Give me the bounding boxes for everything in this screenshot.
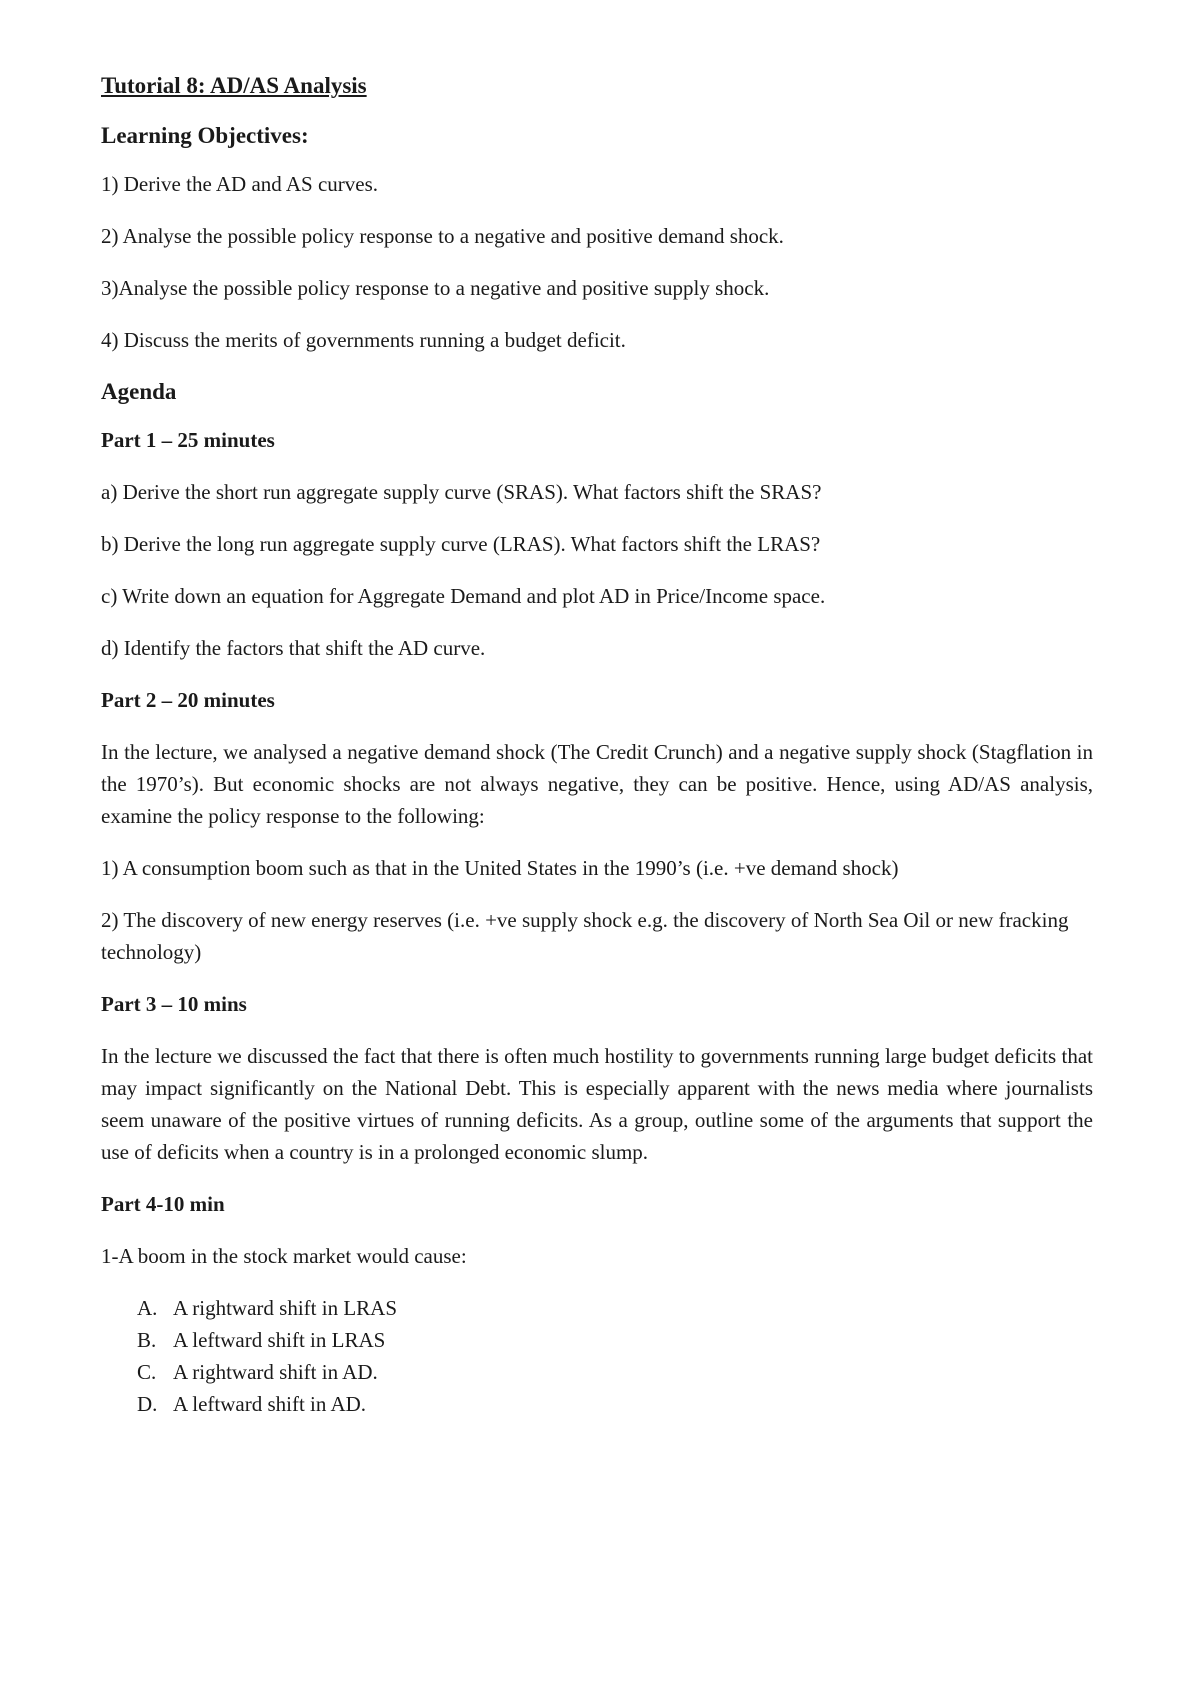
part1-item: d) Identify the factors that shift the AD curve.: [101, 636, 486, 660]
objective-item: 1) Derive the AD and AS curves.: [101, 172, 379, 196]
option-text: A rightward shift in LRAS: [173, 1296, 397, 1320]
document-page: [101, 70, 1093, 1420]
objectives-heading: Learning Objectives:: [101, 123, 309, 148]
option-text: A leftward shift in LRAS: [173, 1328, 386, 1352]
part4-question: 1-A boom in the stock market would cause:: [101, 1244, 467, 1268]
part1-item: a) Derive the short run aggregate supply curve (SRAS). What factors shift the SRAS?: [101, 480, 822, 504]
part3-heading: Part 3 – 10 mins: [101, 992, 247, 1016]
part3-text: In the lecture we discussed the fact that there is often much hostility to governments running large budget deficits that may impact significantly on the National Debt. This is especially apparent with the news media where journalists seem unaware of the positive virtues of running deficits. As a group, outline some of the arguments that support the use of deficits when a country is in a prolonged economic slump.: [101, 1044, 1093, 1164]
option-text: A rightward shift in AD.: [173, 1360, 378, 1384]
option-letter: B.: [137, 1328, 157, 1352]
objective-item: 4) Discuss the merits of governments running a budget deficit.: [101, 328, 626, 352]
part1-item: b) Derive the long run aggregate supply curve (LRAS). What factors shift the LRAS?: [101, 532, 821, 556]
part2-item: 1) A consumption boom such as that in the United States in the 1990’s (i.e. +ve demand shock): [101, 856, 899, 880]
part2-item: 2) The discovery of new energy reserves (i.e. +ve supply shock e.g. the discovery of North Sea Oil or new fracking technology): [101, 908, 1069, 964]
answer-option: [137, 1356, 1093, 1388]
objective-item: 3)Analyse the possible policy response to a negative and positive supply shock.: [101, 276, 770, 300]
option-letter: D.: [137, 1392, 158, 1416]
option-letter: A.: [137, 1296, 158, 1320]
agenda-heading: Agenda: [101, 379, 177, 404]
answer-option: [137, 1324, 1093, 1356]
option-text: A leftward shift in AD.: [173, 1392, 367, 1416]
part1-heading: Part 1 – 25 minutes: [101, 428, 275, 452]
part2-intro: In the lecture, we analysed a negative demand shock (The Credit Crunch) and a negative supply shock (Stagflation in the 1970’s). But economic shocks are not always negative, they can be positive. Hence, using AD/AS analysis, examine the policy response to the following:: [101, 740, 1093, 828]
answer-option: [137, 1292, 1093, 1324]
option-letter: C.: [137, 1360, 157, 1384]
part1-item: c) Write down an equation for Aggregate Demand and plot AD in Price/Income space.: [101, 584, 826, 608]
part2-heading: Part 2 – 20 minutes: [101, 688, 275, 712]
answer-options: [101, 1292, 1093, 1420]
objective-item: 2) Analyse the possible policy response to a negative and positive demand shock.: [101, 224, 784, 248]
document-title: Tutorial 8: AD/AS Analysis: [101, 73, 367, 98]
part4-heading: Part 4-10 min: [101, 1192, 225, 1216]
answer-option: [137, 1388, 1093, 1420]
